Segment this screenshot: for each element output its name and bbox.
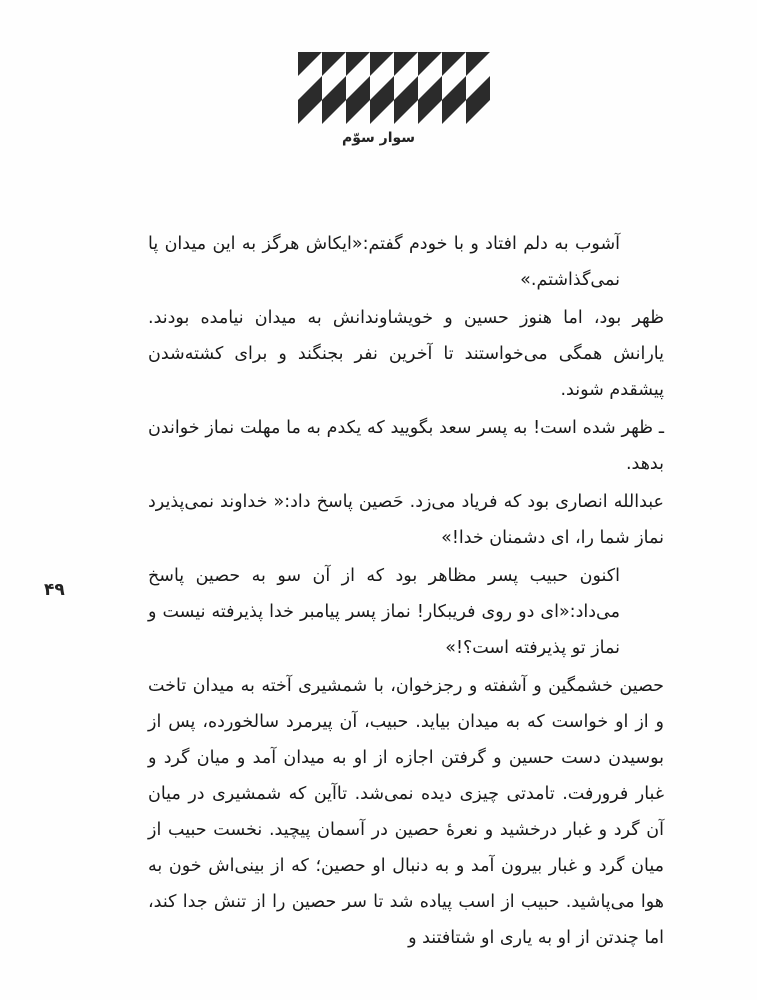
paragraph: عبدالله انصاری بود که فریاد می‌زد. حَصین پاسخ داد:« خداوند نمی‌پذیرد نماز شما را، ای دشمنان خدا!»	[148, 492, 664, 548]
chapter-title: سوار سوّم	[341, 130, 416, 146]
paragraph: ـ ظهر شده است! به پسر سعد بگویید که یکدم به ما مهلت نماز خواندن بدهد.	[148, 418, 664, 474]
body-text	[148, 226, 664, 958]
page-number: ۴۹	[44, 580, 65, 600]
triangle-pattern-ornament	[298, 52, 494, 124]
paragraph: حصین خشمگین و آشفته و رجزخوان، با شمشیری آخته به میدان تاخت و از او خواست که به میدان بیاید. حبیب، آن پیرمرد سالخورده، پس از بوسیدن دست حسین و گرفتن اجازه از او به میدان آمد و میان گرد و غبار فرورفت. تامدتی چیزی دیده نمی‌شد. تاآین که شمشیری در میان آن گرد و غبار درخشید و نعرهٔ حصین در آسمان پیچید. نخست حبیب از میان گرد و غبار بیرون آمد و به دنبال او حصین؛ که از بینی‌اش خون به هوا می‌پاشید. حبیب از اسب پیاده شد تا سر حصین را از تنش جدا کند، اما چندتن از او به یاری او شتافتند و	[148, 676, 664, 948]
paragraph: ظهر بود، اما هنوز حسین و خویشاوندانش به میدان نیامده بودند. یارانش همگی می‌خواستند تا آخرین نفر بجنگند و برای کشته‌شدن پیشقدم شوند.	[148, 308, 664, 400]
paragraph: اکنون حبیب پسر مظاهر بود که از آن سو به حصین پاسخ می‌داد:«ای دو روی فریبکار! نماز پسر پیامبر خدا پذیرفته نیست و نماز تو پذیرفته است؟!»	[148, 566, 620, 658]
paragraph: آشوب به دلم افتاد و با خودم گفتم:«ایکاش هرگز به این میدان پا نمی‌گذاشتم.»	[148, 234, 620, 290]
